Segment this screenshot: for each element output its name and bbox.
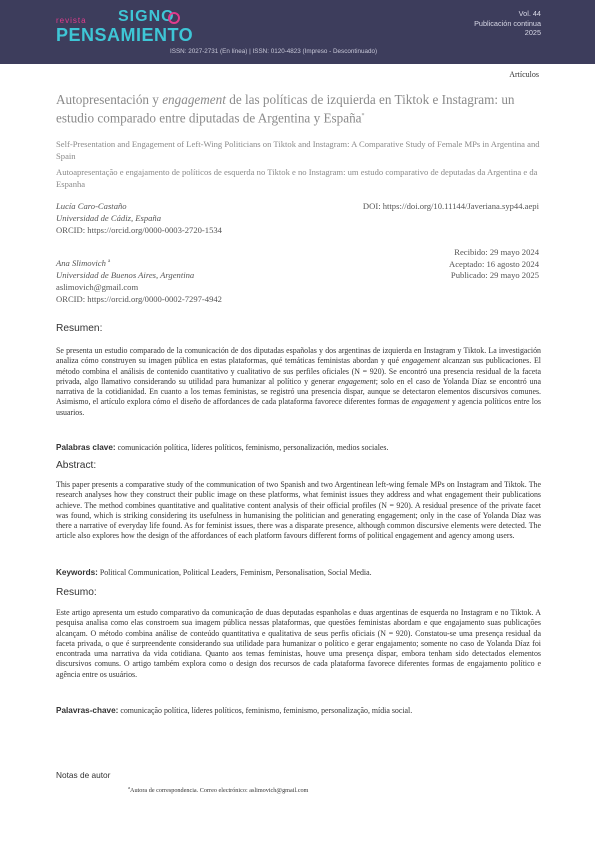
abstract-heading: Abstract: [56, 460, 97, 471]
author-name: Ana Slimovich [56, 257, 106, 268]
article-dates [449, 247, 539, 282]
author-affiliation: Universidad de Buenos Aires, Argentina [56, 269, 195, 280]
resumen-text [56, 346, 541, 418]
logo-signo-text: SIGNO [118, 8, 175, 25]
subtitle-portuguese: Autoapresentação e engajamento de políticos de esquerda no Tiktok e no Instagram: um estudo comparativo de deputadas da Argentina e da Espanha [56, 167, 538, 189]
keywords-list: comunicação política, líderes políticos, feminismo, feminismo, personalização, mídia social. [120, 706, 413, 715]
abstract-text: This paper presents a comparative study of the communication of two Spanish and two Argentinean left-wing female MPs on Instagram and Tiktok. The research analyses how they construct their public image on these platforms, what feminist issues they address and what engagement their publications achieve. The method combines quantitative and qualitative content analysis of their official profiles (N = 920). A residual presence of the private facet was found, which is striking considering its usefulness in humanising the politician and generating engagement; only in the case of Yolanda Díaz was there a narrative of everyday life found. As for feminist issues, there was a disparate presence, although common discursive elements were detected. The article also explores how the design of the affordances of each platform favours different forms of political engagement and agency among users. [56, 480, 541, 541]
date-accepted: Aceptado: 16 agosto 2024 [449, 258, 539, 269]
logo-ring-icon [168, 12, 180, 24]
author-affiliation: Universidad de Cádiz, España [56, 213, 162, 223]
resumen-heading: Resumen: [56, 323, 103, 334]
article-title [56, 92, 546, 126]
publication-type: Publicación continua [474, 18, 541, 28]
resumen-part-4: y agencia políticos entre los usuarios. [56, 397, 542, 417]
keywords-label: Palabras clave: [56, 443, 116, 452]
resumen-part-2: alcanzan sus publicaciones. El método combina el análisis de contenido cuantitativo y cualitativo de sus perfiles oficiales (N = 920). Se encontró una presencia residual de la faceta privada, algo llamativo considerando su utilidad para humanizar al político y generar [56, 356, 541, 386]
issn-line: ISSN: 2027-2731 (En línea) | ISSN: 0120-4823 (Impreso - Descontinuado) [170, 48, 378, 55]
author-footnote-mark[interactable]: a [108, 259, 111, 264]
author-name: Lucía Caro-Castaño [56, 201, 127, 211]
title-part-2: de las políticas de izquierda en Tiktok e Instagram: un estudio comparado entre diputadas de Argentina y España [56, 92, 515, 126]
footnote-mark: a [128, 785, 130, 790]
author-orcid[interactable]: ORCID: https://orcid.org/0000-0003-2720-1534 [56, 225, 222, 235]
doi-link[interactable]: DOI: https://doi.org/10.11144/Javeriana.syp44.aepi [362, 201, 539, 211]
logo-pensamiento-text: PENSAMIENTO [56, 25, 194, 45]
resumo-text: Este artigo apresenta um estudo comparativo da comunicação de duas deputadas espanholas e duas argentinas de esquerda no Instagram e no Tiktok. A pesquisa analisa como elas constroem sua imagem pública nessas plataformas, que questões feministas abordam e que engajamento suas publicações alcançam. O método combina análise de conteúdo quantitativa e qualitativa de seus perfis oficiais (N = 920). Constatou-se uma presença residual da faceta privada, o que é surpreendente considerando sua utilidade para humanizar o político e gerar engajamento; somente no caso de Yolanda Díaz foi encontrada uma narrativa da vida cotidiana. Quanto aos temas feministas, houve uma presença díspar, embora tenham sido detectados elementos discursivos comuns. O artigo também explora como o design dos recursos de cada plataforma favorece diferentes formas de engajamento político e agência entre os usuários. [56, 608, 541, 679]
resumo-keywords [56, 706, 541, 716]
volume-info [474, 9, 541, 38]
journal-logo [56, 8, 246, 46]
journal-header-bar [0, 0, 595, 64]
section-label: Artículos [509, 70, 539, 79]
author-footnote [128, 785, 308, 794]
subtitle-english: Self-Presentation and Engagement of Left-Wing Politicians on Tiktok and Instagram: A Comparative Study of Female MPs in Argentina and Spain [56, 139, 540, 161]
publication-year: 2025 [524, 28, 541, 37]
footnote-text: Autora de correspondencia. Correo electrónico: aslimovich@gmail.com [130, 787, 309, 795]
resumen-italic-3: engagement [411, 397, 450, 407]
keywords-list: Political Communication, Political Leaders, Feminism, Personalisation, Social Media. [99, 568, 372, 577]
keywords-label: Keywords: [56, 568, 98, 577]
date-published: Publicado: 29 mayo 2025 [450, 270, 539, 280]
resumen-part-3: ; solo en el caso de Yolanda Díaz se encontró una narrativa de la cotidianidad. En cuanto a los temas feministas, se registró una presencia dispar, aunque se detectaron elementos discursivos comunes. Asimismo, el artículo explora cómo el diseño de affordances de cada plataforma favorece diferentes formas de [56, 376, 542, 407]
author-email[interactable]: aslimovich@gmail.com [56, 281, 139, 292]
title-footnote-mark[interactable]: * [361, 113, 365, 119]
resumen-part-1: Se presenta un estudio comparado de la comunicación de dos diputadas españolas y dos argentinas de izquierda en Instagram y Tiktok. La investigación analiza cómo construyen su imagen pública en estas plataformas, qué temáticas feministas abordan y qué [56, 346, 541, 366]
author-orcid[interactable]: ORCID: https://orcid.org/0000-0002-7297-4942 [56, 293, 222, 304]
title-part-1: Autopresentación y [56, 92, 163, 107]
logo-revista-text: revista [56, 16, 87, 25]
author-notes-heading: Notas de autor [56, 770, 111, 780]
resumen-italic-1: engagement [401, 356, 440, 366]
keywords-label: Palavras-chave: [56, 706, 119, 715]
abstract-keywords [56, 568, 541, 578]
resumo-heading: Resumo: [56, 587, 97, 598]
resumen-keywords [56, 443, 541, 453]
keywords-list: comunicación política, líderes políticos, feminismo, personalización, medios sociales. [117, 443, 389, 452]
title-italic: engagement [162, 92, 226, 107]
author-1 [56, 200, 222, 236]
author-2 [56, 256, 222, 305]
date-received: Recibido: 29 mayo 2024 [454, 247, 539, 257]
volume-number: Vol. 44 [518, 9, 541, 18]
resumen-italic-2: engagement [337, 376, 376, 386]
